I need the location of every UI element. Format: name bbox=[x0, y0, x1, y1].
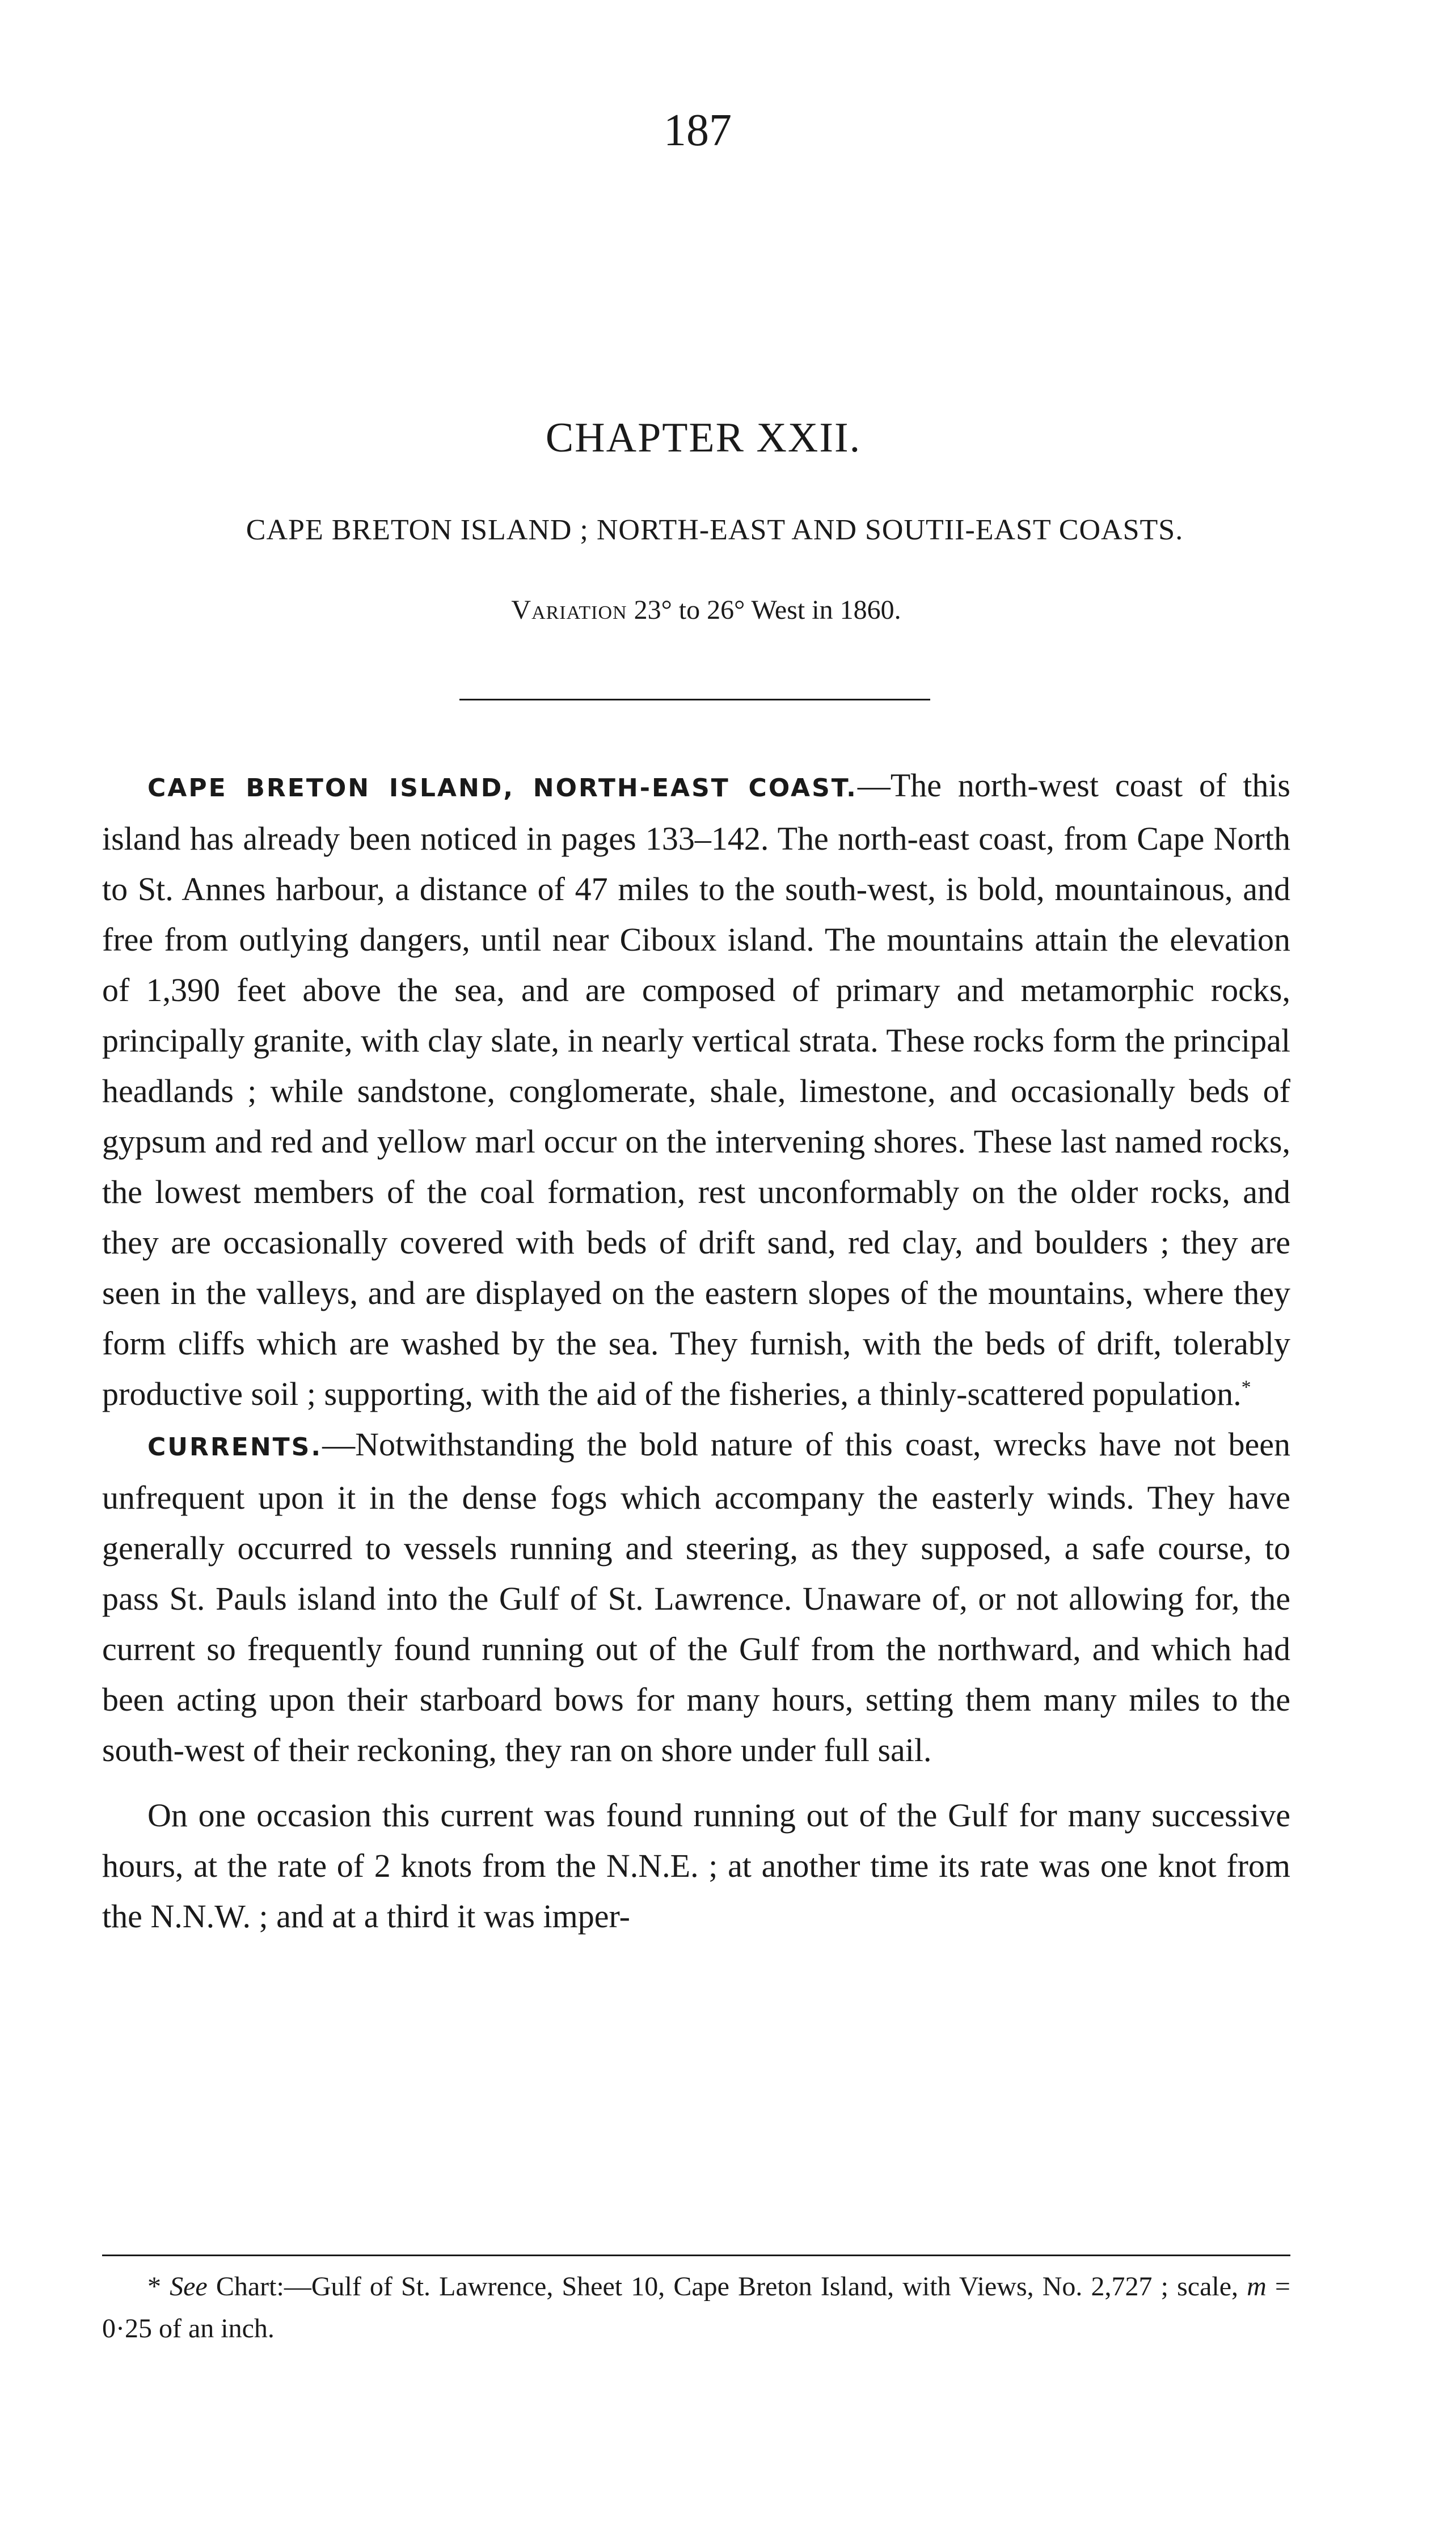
footnote-text-part: = 0·25 of an inch. bbox=[102, 2272, 1290, 2344]
variation-line bbox=[0, 594, 1412, 626]
section-heading: CAPE BRETON ISLAND, NORTH-EAST COAST. bbox=[147, 774, 858, 803]
page-number: 187 bbox=[664, 105, 732, 155]
variation-label: Variation bbox=[511, 595, 627, 625]
chapter-subtitle: CAPE BRETON ISLAND ; NORTH-EAST AND SOUTII-EAST COASTS. bbox=[246, 514, 1184, 546]
paragraph-text: —Notwithstanding the bold nature of this coast, wrecks have not been unfrequent upon it in the dense fogs which accompany the easterly winds. They have generally occurred to vessels running and steering, as they supposed, a safe course, to pass St. Pauls island into the Gulf of St. Lawrence. Unaware of, or not allowing for, the current so frequently found running out of the Gulf from the northward, and which had been acting upon their starboard bows for many hours, setting them many miles to the south-west of their reckoning, they ran on shore under full sail. bbox=[102, 1426, 1290, 1768]
footnote-m: m bbox=[1247, 2272, 1267, 2302]
chapter-title: CHAPTER XXII. bbox=[545, 415, 862, 461]
paragraph-occasion bbox=[102, 1790, 1290, 1941]
footnote-see: See bbox=[170, 2272, 208, 2302]
paragraph-text: On one occasion this current was found running out of the Gulf for many successive hours, at the rate of 2 knots from the N.N.E. ; at another time its rate was one knot from the N.N.W. ; and at a third it was imper- bbox=[102, 1797, 1290, 1935]
section-heading: CURRENTS. bbox=[147, 1433, 323, 1462]
paragraph-text: —The north-west coast of this island has already been noticed in pages 133–142. The north-east coast, from Cape North to St. Annes harbour, a distance of 47 miles to the south-west, is bold, mountainous, and free from outlying dangers, until near Ciboux island. The mountains attain the elevation of 1,390 feet above the sea, and are composed of primary and metamorphic rocks, principally granite, with clay slate, in nearly vertical strata. These rocks form the principal headlands ; while sandstone, conglomerate, shale, limestone, and occasionally beds of gypsum and red and yellow marl occur on the intervening shores. These last named rocks, the lowest members of the coal formation, rest unconformably on the older rocks, and they are occasionally covered with beds of drift sand, red clay, and boulders ; they are seen in the valleys, and are displayed on the eastern slopes of the mountains, where they form cliffs which are washed by the sea. They furnish, with the beds of drift, tolerably productive soil ; supporting, with the aid of the fisheries, a thinly-scattered population. bbox=[102, 767, 1290, 1412]
paragraph-north-east-coast bbox=[102, 760, 1290, 1419]
footnote-text bbox=[102, 2266, 1290, 2350]
body-text bbox=[102, 760, 1290, 1941]
footnote-marker: * bbox=[1241, 1377, 1251, 1398]
section-divider bbox=[459, 699, 930, 700]
variation-text: 23° to 26° West in 1860. bbox=[627, 595, 901, 625]
footnote-marker: * bbox=[147, 2272, 170, 2302]
footnote bbox=[102, 2266, 1290, 2350]
paragraph-currents bbox=[102, 1419, 1290, 1775]
footnote-divider bbox=[102, 2255, 1290, 2256]
footnote-text-part: Chart:—Gulf of St. Lawrence, Sheet 10, Cape Breton Island, with Views, No. 2,727 ; scale, bbox=[207, 2272, 1247, 2302]
